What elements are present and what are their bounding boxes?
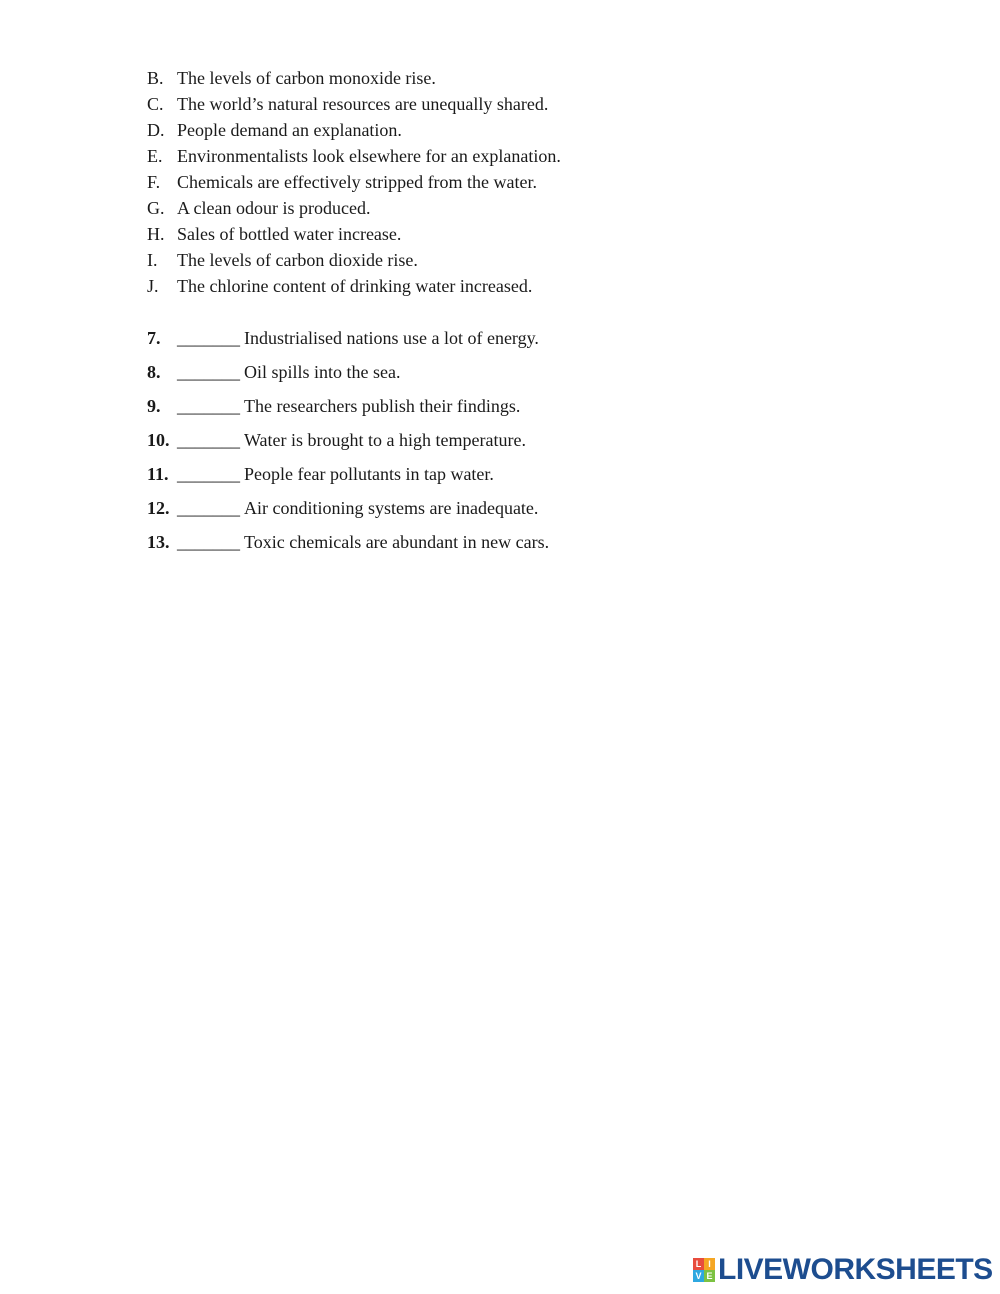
answer-blank[interactable]: _______ [177,328,240,348]
logo-mark-letter: I [704,1258,715,1270]
answer-option [147,221,561,247]
answer-option [147,143,561,169]
answer-option [147,117,561,143]
answer-blank[interactable]: _______ [177,430,240,450]
logo-mark-letter: E [704,1270,715,1282]
answer-options-list [147,65,561,299]
option-text: People demand an explanation. [177,120,402,140]
question-item [147,527,549,561]
answer-option [147,247,561,273]
option-letter: J. [147,276,159,296]
option-letter: B. [147,68,164,88]
question-item [147,459,549,493]
option-text: The world’s natural resources are unequally shared. [177,94,549,114]
question-text: Oil spills into the sea. [244,362,401,382]
logo-text: LIVEWORKSHEETS [718,1253,993,1286]
option-letter: G. [147,198,165,218]
question-text: Water is brought to a high temperature. [244,430,526,450]
answer-option [147,169,561,195]
question-text: Toxic chemicals are abundant in new cars. [244,532,550,552]
answer-option [147,65,561,91]
option-text: Environmentalists look elsewhere for an explanation. [177,146,561,166]
question-number: 13. [147,532,170,552]
option-text: The chlorine content of drinking water increased. [177,276,533,296]
answer-blank[interactable]: _______ [177,362,240,382]
question-number: 9. [147,396,161,416]
option-text: Chemicals are effectively stripped from the water. [177,172,538,192]
option-text: The levels of carbon monoxide rise. [177,68,436,88]
option-letter: H. [147,224,165,244]
option-text: Sales of bottled water increase. [177,224,402,244]
questions-list [147,323,549,561]
option-letter: E. [147,146,163,166]
question-number: 10. [147,430,170,450]
answer-blank[interactable]: _______ [177,464,240,484]
answer-blank[interactable]: _______ [177,498,240,518]
answer-option [147,91,561,117]
option-letter: D. [147,120,165,140]
option-letter: F. [147,172,161,192]
question-number: 12. [147,498,170,518]
question-item [147,493,549,527]
option-text: The levels of carbon dioxide rise. [177,250,418,270]
option-letter: C. [147,94,164,114]
question-number: 8. [147,362,161,382]
question-item [147,425,549,459]
question-text: People fear pollutants in tap water. [244,464,494,484]
option-text: A clean odour is produced. [177,198,371,218]
answer-blank[interactable]: _______ [177,532,240,552]
logo-mark-icon [693,1258,715,1282]
logo-mark-letter: V [693,1270,704,1282]
question-number: 11. [147,464,169,484]
answer-option [147,195,561,221]
question-text: Air conditioning systems are inadequate. [244,498,539,518]
question-item [147,323,549,357]
question-item [147,357,549,391]
option-letter: I. [147,250,158,270]
liveworksheets-logo[interactable] [693,1253,993,1287]
question-text: The researchers publish their findings. [244,396,521,416]
question-number: 7. [147,328,161,348]
answer-option [147,273,561,299]
answer-blank[interactable]: _______ [177,396,240,416]
logo-mark-letter: L [693,1258,704,1270]
question-item [147,391,549,425]
question-text: Industrialised nations use a lot of energy. [244,328,539,348]
